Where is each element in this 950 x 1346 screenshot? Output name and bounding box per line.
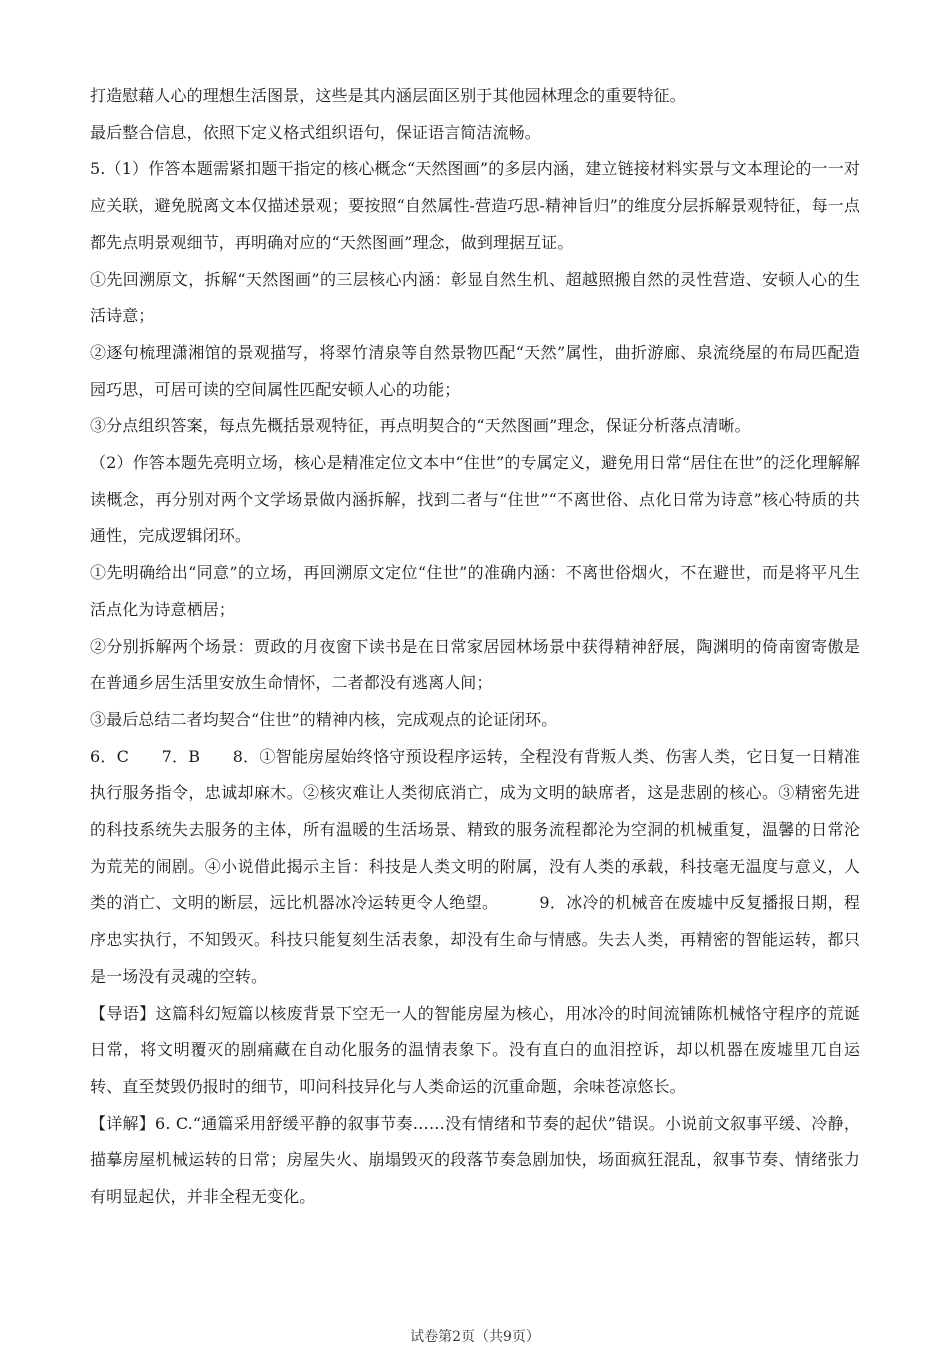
page-footer: 试卷第2页（共9页） [410, 1329, 540, 1345]
paragraph-answers-6-9: 6．C 7．B 8．①智能房屋始终恪守预设程序运转，全程没有背叛人类、伤害人类，它日复一日精准执行服务指令，忠诚却麻木。②核灾难让人类彻底消亡，成为文明的缺席者，这是悲剧的核心。③精密先进的科技系统失去服务的主体，所有温暖的生活场景、精致的服务流程都沦为空洞的机械重复，温馨的日常沦为荒芜的闹剧。④小说借此揭示主旨：科技是人类文明的附属，没有人类的承载，科技毫无温度与意义，人类的消亡、文明的断层，远比机器冰冷运转更令人绝望。 9．冰冷的机械音在废墟中反复播报日期，程序忠实执行，不知毁灭。科技只能复刻生活表象，却没有生命与情感。失去人类，再精密的智能运转，都只是一场没有灵魂的空转。 [90, 746, 860, 986]
paragraph-intro: 【导语】这篇科幻短篇以核废背景下空无一人的智能房屋为核心，用冰冷的时间流铺陈机械恪守程序的荒诞日常，将文明覆灭的剧痛藏在自动化服务的温情表象下。没有直白的血泪控诉，却以机器在废墟里兀自运转、直至焚毁仍报时的细节，叩问科技异化与人类命运的沉重命题，余味苍凉悠长。 [90, 1003, 860, 1096]
paragraph-q5-1-step1: ①先回溯原文，拆解“天然图画”的三层核心内涵：彰显自然生机、超越照搬自然的灵性营造、安顿人心的生活诗意； [90, 269, 860, 326]
document-body [90, 78, 860, 1216]
paragraph-q5-1: 5.（1）作答本题需紧扣题干指定的核心概念“天然图画”的多层内涵，建立链接材料实景与文本理论的一一对应关联，避免脱离文本仅描述景观；要按照“自然属性-营造巧思-精神旨归”的维度分层拆解景观特征，每一点都先点明景观细节，再明确对应的“天然图画”理念，做到理据互证。 [90, 159, 860, 252]
paragraph-q5-1-step2: ②逐句梳理潇湘馆的景观描写，将翠竹清泉等自然景物匹配“天然”属性，曲折游廊、泉流绕屋的布局匹配造园巧思，可居可读的空间属性匹配安顿人心的功能； [90, 342, 860, 399]
paragraph-q5-2: （2）作答本题先亮明立场，核心是精准定位文本中“住世”的专属定义，避免用日常“居住在世”的泛化理解解读概念，再分别对两个文学场景做内涵拆解，找到二者与“住世”“不离世俗、点化日常为诗意”核心特质的共通性，完成逻辑闭环。 [90, 453, 860, 546]
paragraph-q5-2-step3: ③最后总结二者均契合“住世”的精神内核，完成观点的论证闭环。 [90, 709, 558, 729]
paragraph-2: 最后整合信息，依照下定义格式组织语句，保证语言简洁流畅。 [90, 122, 541, 142]
paragraph-q5-2-step1: ①先明确给出“同意”的立场，再回溯原文定位“住世”的准确内涵：不离世俗烟火，不在避世，而是将平凡生活点化为诗意栖居； [90, 563, 860, 619]
paragraph-q5-2-step2: ②分别拆解两个场景：贾政的月夜窗下读书是在日常家居园林场景中获得精神舒展，陶渊明的倚南窗寄傲是在普通乡居生活里安放生命情怀，二者都没有逃离人间； [90, 636, 860, 693]
paragraph-q5-1-step3: ③分点组织答案，每点先概括景观特征，再点明契合的“天然图画”理念，保证分析落点清晰。 [90, 416, 751, 436]
paragraph-detail: 【详解】6. C.“通篇采用舒缓平静的叙事节奏……没有情绪和节奏的起伏”错误。小说前文叙事平缓、冷静，描摹房屋机械运转的日常；房屋失火、崩塌毁灭的段落节奏急剧加快，场面疯狂混乱，叙事节奏、情绪张力有明显起伏，并非全程无变化。 [90, 1113, 860, 1207]
paragraph-1: 打造慰藉人心的理想生活图景，这些是其内涵层面区别于其他园林理念的重要特征。 [90, 86, 686, 105]
